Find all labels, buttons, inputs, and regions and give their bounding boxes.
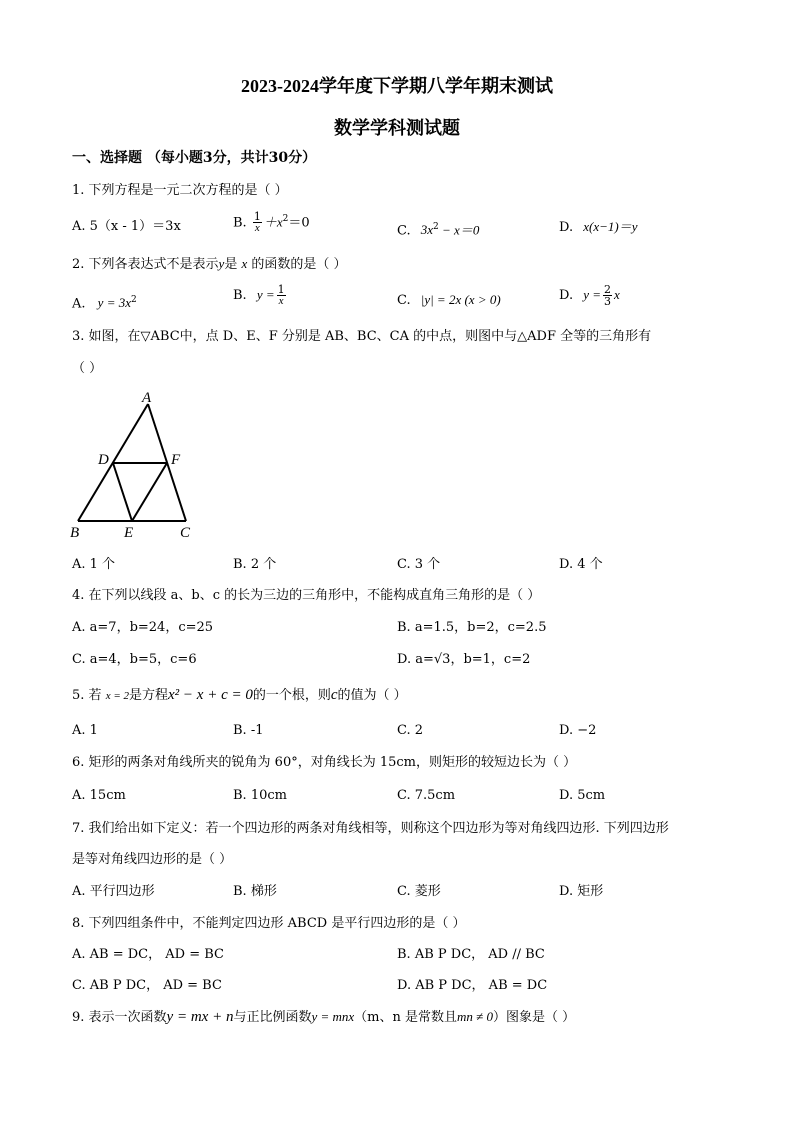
q6-option-b: B. 10cm	[233, 788, 287, 803]
q8-option-d: D. AB P DC， AB = DC	[397, 978, 548, 993]
q2-option-d-expr: y =	[583, 287, 602, 302]
q7-stem: 7. 我们给出如下定义：若一个四边形的两条对角线相等，则称这个四边形为等对角线四边形. 下列四边形	[72, 821, 669, 836]
q6-option-c: C. 7.5cm	[397, 788, 456, 803]
q7-option-b: B. 梯形	[233, 884, 277, 899]
q6-option-d: D. 5cm	[559, 788, 606, 803]
q5-option-a: A. 1	[72, 723, 98, 738]
q4-option-b: B. a=1.5，b=2，c=2.5	[397, 620, 547, 635]
label-e: E	[124, 525, 134, 541]
q1-option-c: C. $3x^2 - x=0$	[397, 222, 480, 239]
q5-stem-part-b: 是方程	[129, 688, 169, 703]
q2-option-a: A. $y = 3x^2$	[72, 295, 137, 312]
q5-stem-cond: x = 2	[105, 690, 129, 702]
q8-option-a: A. AB = DC， AD = BC	[72, 947, 224, 962]
q8-option-b: B. AB P DC， AD // BC	[397, 947, 545, 962]
q2-option-d	[559, 284, 620, 307]
segment-ef	[132, 463, 167, 521]
q9-stem-cond: mn ≠ 0	[457, 1009, 494, 1024]
q1-stem: 1. 下列方程是一元二次方程的是（ ）	[72, 183, 288, 198]
q5-stem-equation: x² − x + c = 0	[168, 687, 253, 703]
q8-option-c: C. AB P DC， AD = BC	[72, 978, 222, 993]
segment-de	[113, 463, 132, 521]
q6-stem: 6. 矩形的两条对角线所夹的锐角为 60°，对角线长为 15cm，则矩形的较短边长为（ ）	[72, 755, 577, 770]
q3-option-a: A. 1 个	[72, 557, 116, 572]
q4-option-d	[397, 652, 530, 668]
q1-option-b-expr-end: ＝0	[288, 215, 310, 231]
q7-option-d: D. 矩形	[559, 884, 604, 899]
q9-stem-proportional-fn: y = mnx	[311, 1009, 355, 1024]
q4-option-a: A. a=7，b=24，c=25	[72, 620, 214, 635]
q2-stem-part-c: 的函数的是（ ）	[251, 257, 347, 272]
section-heading-choice: 一、选择题 （每小题3分，共计30分）	[72, 150, 317, 166]
q1-option-d	[559, 219, 637, 236]
q4-stem: 4. 在下列以线段 a、b、c 的长为三边的三角形中，不能构成直角三角形的是（ ）	[72, 588, 541, 603]
q9-stem	[72, 1009, 575, 1026]
q7-option-c: C. 菱形	[397, 884, 441, 899]
q2-option-c	[397, 292, 501, 309]
q2-stem-x: x	[241, 256, 248, 271]
q5-option-b: B. -1	[233, 723, 264, 738]
q9-stem-part-c: （m、n 是常数且	[354, 1010, 458, 1025]
q2-option-a-expr: y = 3x	[97, 295, 131, 311]
q1-option-c-label: C.	[397, 223, 411, 239]
label-c: C	[180, 525, 191, 541]
exam-title: 2023-2024学年度下学期八学年期末测试	[241, 76, 553, 96]
q3-stem-answer: （ ）	[72, 361, 103, 376]
q8-stem: 8. 下列四组条件中，不能判定四边形 ABCD 是平行四边形的是（ ）	[72, 916, 466, 931]
q9-stem-part-b: 与正比例函数	[233, 1010, 312, 1025]
q4-option-c: C. a=4，b=5，c=6	[72, 652, 197, 667]
q2-option-b	[233, 284, 288, 307]
q2-option-d-expr-end: x	[614, 287, 620, 302]
q1-fraction: $\frac{1}{x}$	[253, 210, 261, 235]
q3-stem: 3. 如图，在▽ABC中，点 D、E、F 分别是 AB、BC、CA 的中点，则图中与△ADF 全等的三角形有	[72, 329, 652, 344]
q2-option-c-label: C.	[397, 293, 411, 308]
q5-stem-part-c: 的一个根，则	[252, 688, 331, 703]
q2-option-b-label: B.	[233, 288, 247, 303]
q9-stem-linear-fn: y = mx + n	[166, 1009, 234, 1025]
q3-option-b: B. 2 个	[233, 557, 277, 572]
label-a: A	[142, 390, 152, 406]
q1-option-b-label: B.	[233, 215, 247, 231]
q9-stem-part-d: ）图象是（ ）	[493, 1010, 576, 1025]
q1-option-a: A. 5（x - 1）＝3x	[72, 219, 181, 234]
q4-option-d-post: ，b=1，c=2	[450, 652, 531, 667]
q7-option-a: A. 平行四边形	[72, 884, 155, 899]
q5-option-d: D. −2	[559, 723, 597, 738]
q4-option-d-pre: D. a=	[397, 652, 434, 667]
q2-stem-part-a: 2. 下列各表达式不是表示	[72, 257, 219, 272]
q1-option-b: B. $\frac{1}{x}$ $+x^2=0$	[233, 210, 310, 235]
q2-option-a-label: A.	[72, 296, 86, 312]
q1-option-b-expr: ＋x	[263, 214, 283, 230]
q3-option-d: D. 4 个	[559, 557, 603, 572]
q1-option-c-expr: 3x	[420, 222, 434, 238]
q5-option-c: C. 2	[397, 723, 424, 738]
q2-stem-y: y	[218, 256, 225, 271]
q2-fraction-d: $\frac{2}{3}$	[604, 283, 612, 308]
q1-option-c-expr-end: − x＝0	[438, 222, 480, 238]
triangle-figure	[68, 388, 198, 543]
label-f: F	[171, 452, 181, 468]
label-b: B	[70, 525, 80, 541]
q1-option-d-label: D.	[559, 220, 574, 235]
q5-stem-var: c	[330, 687, 338, 703]
q2-option-d-label: D.	[559, 288, 574, 303]
q1-option-d-expr: x(x−1)＝y	[583, 219, 638, 234]
q2-option-c-expr: |y| = 2x (x > 0)	[420, 292, 501, 307]
q7-stem-cont: 是等对角线四边形的是（ ）	[72, 852, 233, 867]
q5-stem-part-d: 的值为（ ）	[337, 688, 407, 703]
q4-option-d-sqrt: √3	[433, 652, 451, 667]
q3-option-c: C. 3 个	[397, 557, 441, 572]
exam-subtitle: 数学学科测试题	[334, 118, 460, 138]
q5-stem	[72, 687, 407, 704]
q9-stem-part-a: 9. 表示一次函数	[72, 1010, 167, 1025]
label-d: D	[98, 452, 109, 468]
q2-stem	[72, 256, 347, 273]
q5-stem-part-a: 5. 若	[72, 688, 102, 703]
q2-option-b-expr: y =	[256, 287, 275, 302]
q6-option-a: A. 15cm	[72, 788, 126, 803]
q2-fraction-b: $\frac{1}{x}$	[277, 283, 285, 307]
q2-stem-part-b: 是	[224, 257, 238, 272]
